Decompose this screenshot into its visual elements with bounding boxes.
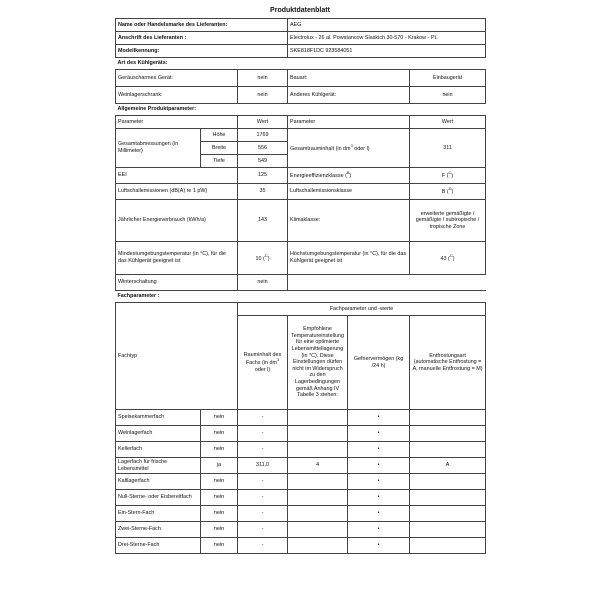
dims-label: Gesamtabmessungen (in Millimeter)	[116, 129, 201, 168]
width-label: Breite	[201, 142, 238, 155]
defrost-header: Entfrostungsart (automatische Entfrostung = A, manuelle Entfrostung = M)	[410, 316, 486, 410]
compartment-present: ja	[201, 458, 238, 474]
compartment-freeze: •	[348, 458, 410, 474]
volume-value: 311	[410, 129, 486, 168]
compartment-volume: -	[238, 442, 288, 458]
compartment-row	[116, 506, 486, 522]
compartment-name: Ein-Stern-Fach	[116, 506, 201, 522]
compartment-temp	[288, 426, 348, 442]
compartment-present: nein	[201, 490, 238, 506]
compartment-freeze: •	[348, 522, 410, 538]
compartment-volume: -	[238, 506, 288, 522]
compartment-row	[116, 474, 486, 490]
other-value: nein	[410, 87, 486, 104]
type-row-2	[116, 87, 486, 104]
compartment-name: Weinlagerfach	[116, 426, 201, 442]
compartment-freeze: •	[348, 538, 410, 554]
compartment-volume: -	[238, 538, 288, 554]
compartment-row	[116, 426, 486, 442]
product-data-table	[115, 18, 486, 554]
eei-row	[116, 168, 486, 184]
general-header-row	[116, 116, 486, 129]
winter-row	[116, 275, 486, 291]
compartment-freeze: •	[348, 474, 410, 490]
brand-row	[116, 19, 486, 32]
compartment-row	[116, 538, 486, 554]
compartment-volume: -	[238, 410, 288, 426]
compartment-name: Lagerfach für frische Lebensmittel	[116, 458, 201, 474]
compartment-volume: -	[238, 426, 288, 442]
type-row-1	[116, 70, 486, 87]
compartment-name: Kaltlagerfach	[116, 474, 201, 490]
depth-value: 549	[238, 155, 288, 168]
compartment-freeze: •	[348, 490, 410, 506]
volume-label: Gesamtrauminhalt (in $dm^3$ oder l)	[288, 129, 410, 168]
compartment-defrost	[410, 410, 486, 426]
group-header: Fachparameter und -werte	[238, 303, 486, 316]
compartment-volume: -	[238, 490, 288, 506]
compartment-defrost	[410, 474, 486, 490]
address-label: Anschrift des Lieferanten :	[116, 32, 288, 45]
max-temp-value: 43 ($^C$)	[410, 242, 486, 275]
energy-class-value: F ($^C$)	[410, 168, 486, 184]
min-temp-value: 10 ($^C$)	[238, 242, 288, 275]
noise-class-label: Luftschallemissionsklasse	[288, 184, 410, 200]
compartment-present: nein	[201, 426, 238, 442]
brand-value: AEG	[288, 19, 486, 32]
low-noise-value: nein	[238, 70, 288, 87]
model-row	[116, 45, 486, 58]
compartment-defrost	[410, 442, 486, 458]
compartment-present: nein	[201, 410, 238, 426]
annual-value: 143	[238, 200, 288, 242]
compartments-heading-row	[116, 291, 486, 303]
type-section-heading: Art des Kühlgeräts:	[116, 58, 486, 70]
page-title: Produktdatenblatt	[270, 7, 330, 14]
compartment-name: Zwei-Sterne-Fach	[116, 522, 201, 538]
value-header-left: Wert	[238, 116, 288, 129]
winter-value: nein	[238, 275, 288, 291]
eei-value: 125	[238, 168, 288, 184]
compartment-defrost	[410, 490, 486, 506]
compartment-defrost: A	[410, 458, 486, 474]
compartment-volume: -	[238, 522, 288, 538]
compartment-present: nein	[201, 538, 238, 554]
compartment-temp	[288, 410, 348, 426]
design-value: Einbaugerät	[410, 70, 486, 87]
compartment-name: Speisekammerfach	[116, 410, 201, 426]
compartment-temp	[288, 474, 348, 490]
annual-row	[116, 200, 486, 242]
compartment-defrost	[410, 426, 486, 442]
compartment-volume: -	[238, 474, 288, 490]
noise-label: Luftschallemissionen (dB(A) re 1 pW)	[116, 184, 238, 200]
compartment-temp	[288, 490, 348, 506]
noise-class-value: B ($^D$)	[410, 184, 486, 200]
model-label: Modellkennung:	[116, 45, 288, 58]
compartment-temp: 4	[288, 458, 348, 474]
compartment-name: Drei-Sterne-Fach	[116, 538, 201, 554]
compartment-defrost	[410, 538, 486, 554]
compartment-row	[116, 522, 486, 538]
param-header-left: Parameter	[116, 116, 238, 129]
compartment-row	[116, 490, 486, 506]
compartment-present: nein	[201, 474, 238, 490]
height-value: 1769	[238, 129, 288, 142]
height-label: Höhe	[201, 129, 238, 142]
compartment-present: nein	[201, 506, 238, 522]
annual-label: Jährlicher Energieverbrauch (kWh/a)	[116, 200, 238, 242]
compartment-rows	[116, 410, 486, 554]
volume-header: Rauminhalt des Fachs (in $dm^3$ oder l)	[238, 316, 288, 410]
compartment-temp	[288, 442, 348, 458]
energy-class-label: Energieeffizienzklasse ($^B$)	[288, 168, 410, 184]
compartment-volume: 311,0	[238, 458, 288, 474]
compartment-row	[116, 442, 486, 458]
temp-row	[116, 242, 486, 275]
depth-label: Tiefe	[201, 155, 238, 168]
max-temp-label: Höchstumgebungstemperatur (in °C), für die das Kühlgerät geeignet ist	[288, 242, 410, 275]
other-label: Anderes Kühlgerät:	[288, 87, 410, 104]
compartment-row	[116, 410, 486, 426]
compartment-name: Null-Sterne- oder Eisbereitfach	[116, 490, 201, 506]
eei-label: EEI	[116, 168, 238, 184]
compartment-freeze: •	[348, 506, 410, 522]
value-header-right: Wert	[410, 116, 486, 129]
compartment-row	[116, 458, 486, 474]
freeze-header: Gefriervermögen (kg /24 h)	[348, 316, 410, 410]
compartment-freeze: •	[348, 410, 410, 426]
width-value: 556	[238, 142, 288, 155]
compartment-defrost	[410, 522, 486, 538]
compartment-freeze: •	[348, 442, 410, 458]
dims-row-height	[116, 129, 486, 142]
design-label: Bauart:	[288, 70, 410, 87]
wine-label: Weinlagerschrank:	[116, 87, 238, 104]
type-section-heading-row	[116, 58, 486, 70]
climate-label: Klimaklasse:	[288, 200, 410, 242]
brand-label: Name oder Handelsmarke des Lieferanten:	[116, 19, 288, 32]
fachtyp-header: Fachtyp	[116, 303, 238, 410]
winter-spacer	[288, 275, 486, 291]
compartment-temp	[288, 506, 348, 522]
temp-header: Empfohlene Temperatureinstellung für eine optimierte Lebensmittellagerung (in °C). Diese Einstellungen dürfen nicht im Widerspruch zu den Lagerbedingungen gemäß Anhang IV Tabelle 3 stehen:	[288, 316, 348, 410]
noise-value: 35	[238, 184, 288, 200]
compartment-temp	[288, 522, 348, 538]
low-noise-label: Geräuscharmes Gerät:	[116, 70, 238, 87]
wine-value: nein	[238, 87, 288, 104]
compartments-group-row	[116, 303, 486, 316]
address-value: Electrolux - 26 al. Powstancow Slaskich 30-570 - Krakow - PL	[288, 32, 486, 45]
general-heading: Allgemeine Produktparameter:	[116, 104, 486, 116]
min-temp-label: Mindestumgebungstemperatur (in °C), für die das Kühlgerät geeignet ist	[116, 242, 238, 275]
climate-value: erweiterte gemäßigte / gemäßigte / subtropische / tropische Zone	[410, 200, 486, 242]
compartment-defrost	[410, 506, 486, 522]
compartment-present: nein	[201, 522, 238, 538]
general-heading-row	[116, 104, 486, 116]
compartments-heading: Fachparameter :	[116, 291, 486, 303]
param-header-right: Parameter	[288, 116, 410, 129]
noise-row	[116, 184, 486, 200]
address-row	[116, 32, 486, 45]
model-value: SKE818F1DC 923584051	[288, 45, 486, 58]
compartment-temp	[288, 538, 348, 554]
winter-label: Winterschaltung	[116, 275, 238, 291]
compartment-freeze: •	[348, 426, 410, 442]
compartment-present: nein	[201, 442, 238, 458]
compartment-name: Kellerfach	[116, 442, 201, 458]
